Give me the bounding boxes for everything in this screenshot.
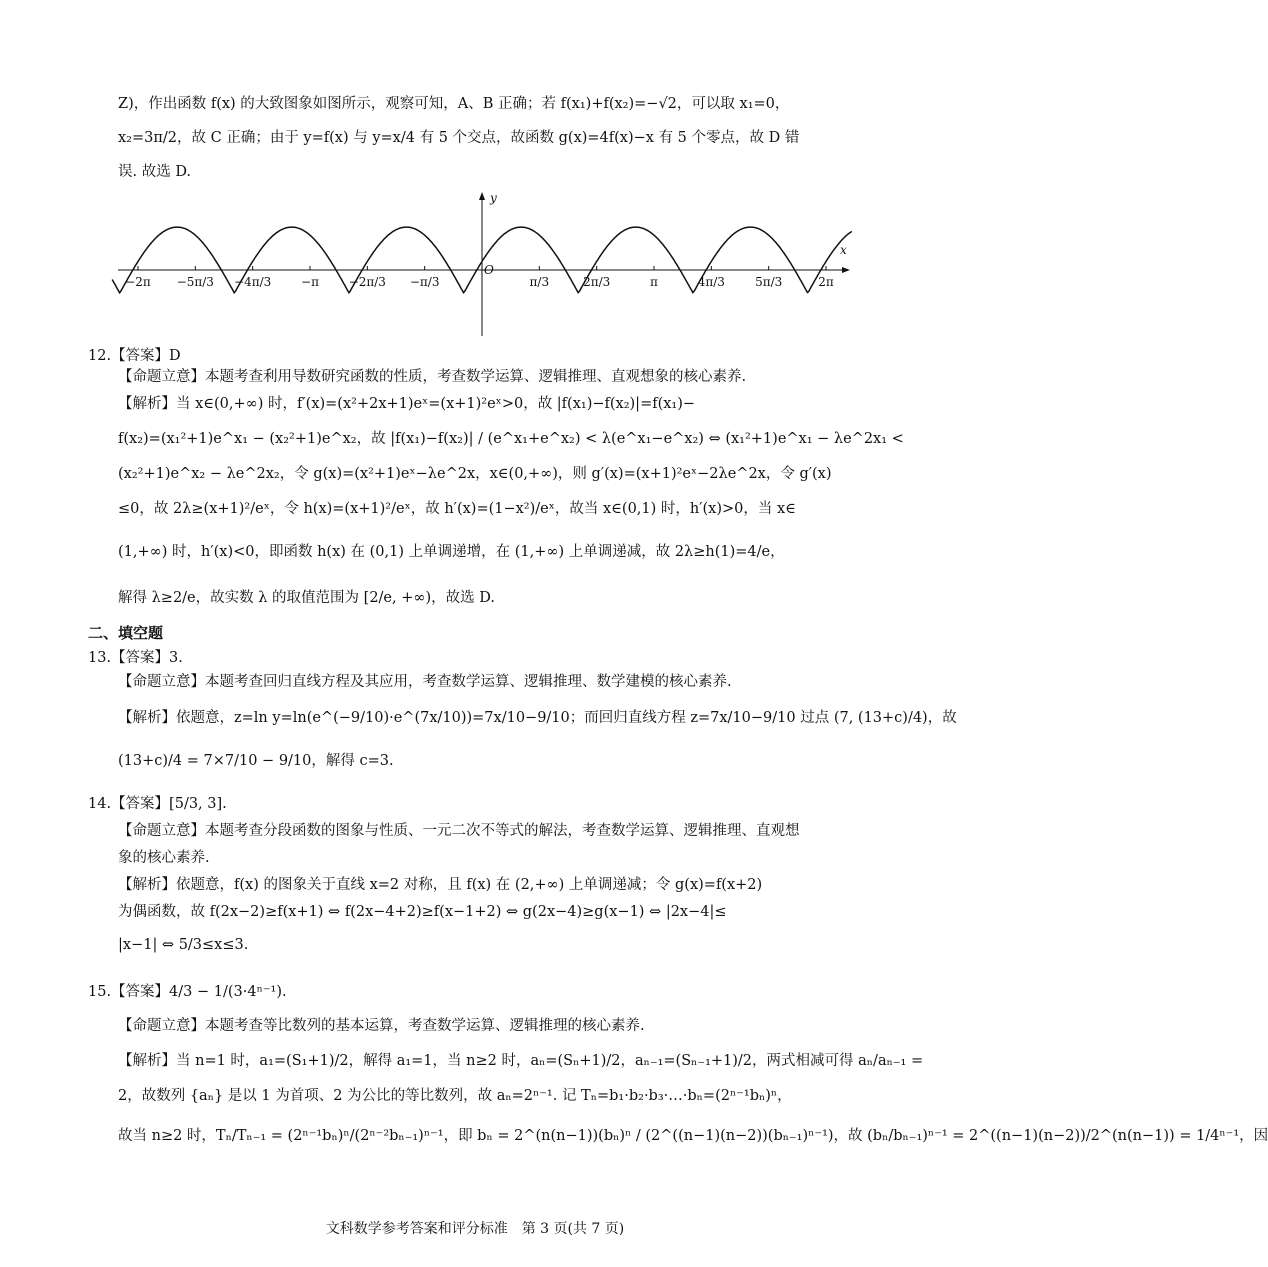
tick-label: 2π/3 [583,275,611,289]
text-line: 误. 故选 D. [118,164,192,180]
x-axis-arrow [842,267,850,273]
q14-line: 象的核心素养. [118,850,210,866]
q14-answer: 14.【答案】[5/3, 3]. [88,796,227,812]
q15-line: 【命题立意】本题考查等比数列的基本运算，考查数学运算、逻辑推理的核心素养. [118,1018,645,1034]
tick-label: −2π/3 [348,275,386,289]
q12-line: f(x₂)=(x₁²+1)e^x₁ − (x₂²+1)e^x₂，故 |f(x₁)−f(x₂)| / (e^x₁+e^x₂) < λ(e^x₁−e^x₂) ⇔ (x₁²+1)e^x₁ − λe^2x₁ < [118,431,904,447]
q15-line: 故当 n≥2 时，Tₙ/Tₙ₋₁ = (2ⁿ⁻¹bₙ)ⁿ/(2ⁿ⁻²bₙ₋₁)ⁿ⁻¹，即 bₙ = 2^(n(n−1))(bₙ)ⁿ / (2^((n−1)(n−2))(bₙ₋₁)ⁿ⁻¹)，故 (bₙ/bₙ₋₁)ⁿ⁻¹ = 2^((n−1)(n−2))/2^(n(n−1)) = 1/4ⁿ⁻¹，因 [118,1128,1268,1144]
q12-line: (x₂²+1)e^x₂ − λe^2x₂，令 g(x)=(x²+1)eˣ−λe^2x，x∈(0,+∞)，则 g′(x)=(x+1)²eˣ−2λe^2x，令 g′(x) [118,466,832,482]
q12-line: (1,+∞) 时，h′(x)<0，即函数 h(x) 在 (0,1) 上单调递增，在 (1,+∞) 上单调递减，故 2λ≥h(1)=4/e， [118,544,785,560]
q15-line: 【解析】当 n=1 时，a₁=(S₁+1)/2，解得 a₁=1，当 n≥2 时，aₙ=(Sₙ+1)/2，aₙ₋₁=(Sₙ₋₁+1)/2，两式相减可得 aₙ/aₙ₋₁ = [118,1053,924,1069]
tick-label: −5π/3 [176,275,214,289]
q15-answer: 15.【答案】4/3 − 1/(3·4ⁿ⁻¹). [88,984,287,1000]
section-heading: 二、填空题 [88,624,164,642]
q14-line: 为偶函数，故 f(2x−2)≥f(x+1) ⇔ f(2x−4+2)≥f(x−1+2) ⇔ g(2x−4)≥g(x−1) ⇔ |2x−4|≤ [118,904,727,920]
q13-line: (13+c)/4 = 7×7/10 − 9/10，解得 c=3. [118,753,394,769]
q12-line: 解得 λ≥2/e，故实数 λ 的取值范围为 [2/e, +∞)，故选 D. [118,590,495,606]
y-axis-arrow [479,192,485,200]
q12-line: 【命题立意】本题考查利用导数研究函数的性质，考查数学运算、逻辑推理、直观想象的核心素养. [118,369,747,385]
q14-line: |x−1| ⇔ 5/3≤x≤3. [118,937,249,953]
y-axis-label: y [490,191,497,205]
q13-line: 【命题立意】本题考查回归直线方程及其应用，考查数学运算、逻辑推理、数学建模的核心素养. [118,674,732,690]
tick-label: −π [301,275,319,289]
tick-label: −2π [125,275,151,289]
q13-answer: 13.【答案】3. [88,650,183,666]
q13-line: 【解析】依题意，z=ln y=ln(e^(−9/10)·e^(7x/10))=7x/10−9/10；而回归直线方程 z=7x/10−9/10 过点 (7, (13+c)/4)，故 [118,710,957,726]
tick-label: 5π/3 [755,275,783,289]
tick-label: −π/3 [409,275,440,289]
function-graph [0,188,950,348]
tick-label: π [650,275,658,289]
x-axis-label: x [840,243,847,257]
q15-line: 2，故数列 {aₙ} 是以 1 为首项、2 为公比的等比数列，故 aₙ=2ⁿ⁻¹. 记 Tₙ=b₁·b₂·b₃·…·bₙ=(2ⁿ⁻¹bₙ)ⁿ， [118,1088,792,1104]
text-line: x₂=3π/2，故 C 正确；由于 y=f(x) 与 y=x/4 有 5 个交点，故函数 g(x)=4f(x)−x 有 5 个零点，故 D 错 [118,130,800,146]
tick-label: −4π/3 [234,275,272,289]
q14-line: 【解析】依题意，f(x) 的图象关于直线 x=2 对称，且 f(x) 在 (2,+∞) 上单调递减；令 g(x)=f(x+2) [118,877,763,893]
q12-line: ≤0，故 2λ≥(x+1)²/eˣ，令 h(x)=(x+1)²/eˣ，故 h′(x)=(1−x²)/eˣ，故当 x∈(0,1) 时，h′(x)>0，当 x∈ [118,501,796,517]
q12-line: 【解析】当 x∈(0,+∞) 时，f′(x)=(x²+2x+1)eˣ=(x+1)²eˣ>0，故 |f(x₁)−f(x₂)|=f(x₁)− [118,396,696,412]
q14-line: 【命题立意】本题考查分段函数的图象与性质、一元二次不等式的解法，考查数学运算、逻辑推理、直观想 [118,823,800,839]
origin-label: O [484,263,494,277]
page-footer: 文科数学参考答案和评分标准 第 3 页(共 7 页) [325,1221,625,1237]
tick-label: 4π/3 [697,275,725,289]
tick-label: π/3 [529,275,550,289]
tick-label: 2π [818,275,834,289]
text-line: Z)，作出函数 f(x) 的大致图象如图所示，观察可知，A、B 正确；若 f(x₁)+f(x₂)=−√2，可以取 x₁=0， [118,96,790,112]
q12-answer: 12.【答案】D [88,348,181,364]
